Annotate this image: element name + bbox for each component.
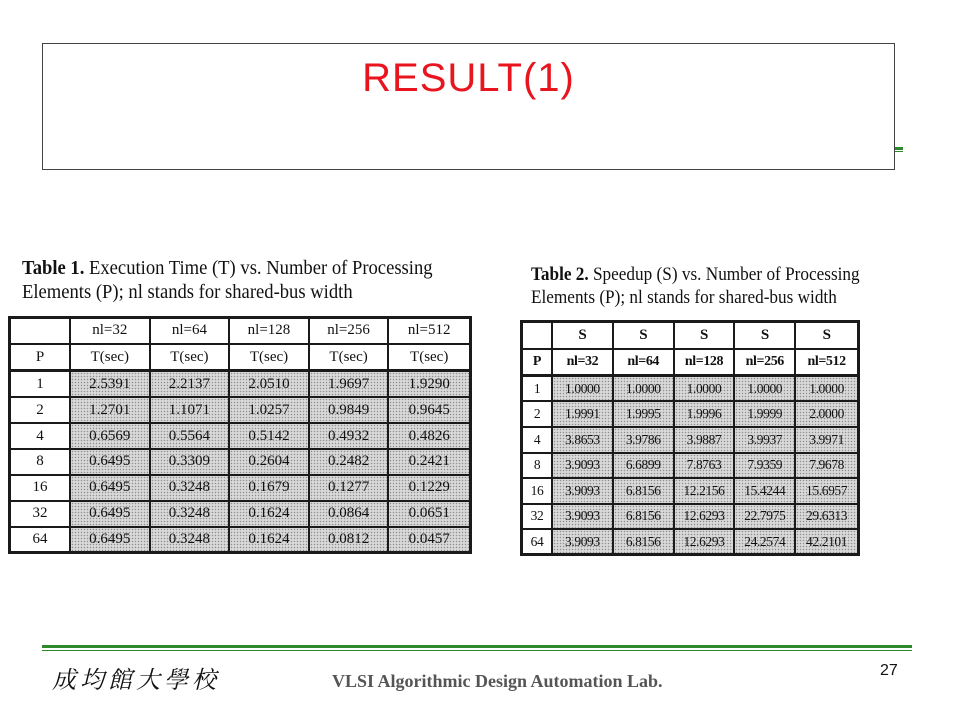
table2-header-s: S: [675, 323, 736, 350]
table2-p-value: 64: [523, 530, 553, 553]
table1-p-value: 8: [11, 450, 71, 476]
table1-cell: 1.9290: [389, 372, 469, 398]
table-row: [523, 479, 857, 505]
table1-cell: 0.2604: [230, 450, 310, 476]
page-number: 27: [880, 662, 898, 679]
table-row: [11, 476, 469, 502]
table1-header-units: T(sec): [151, 345, 231, 372]
table1-header-units: T(sec): [389, 345, 469, 372]
table1-header-nl: nl=32: [71, 319, 151, 345]
table-row: [523, 428, 857, 454]
table-row: [11, 424, 469, 450]
table1-p-value: 4: [11, 424, 71, 450]
table1-header-units: T(sec): [310, 345, 390, 372]
table2-p-value: 16: [523, 479, 553, 505]
table2-cell: 3.9093: [553, 505, 614, 531]
table2-p-value: 2: [523, 402, 553, 428]
table2-cell: 12.2156: [675, 479, 736, 505]
table1-cell: 1.9697: [310, 372, 390, 398]
table1-header-units: T(sec): [230, 345, 310, 372]
table2-p-value: 32: [523, 505, 553, 531]
table1-header-units: T(sec): [71, 345, 151, 372]
table1-cell: 0.5564: [151, 424, 231, 450]
table1-caption-label: Table 1.: [22, 257, 85, 279]
table-row: [523, 505, 857, 531]
table1-cell: 0.1624: [230, 502, 310, 528]
table2-cell: 1.0000: [735, 377, 796, 403]
table2-cell: 3.9786: [614, 428, 675, 454]
table1-cell: 0.9645: [389, 398, 469, 424]
table1-header-nl: nl=128: [230, 319, 310, 345]
table2-p-value: 8: [523, 454, 553, 480]
table1-cell: 2.0510: [230, 372, 310, 398]
table1-cell: 0.0457: [389, 528, 469, 551]
table2-cell: 3.9887: [675, 428, 736, 454]
table2-header-nl: nl=64: [614, 350, 675, 377]
table2-header-s: S: [614, 323, 675, 350]
table2-header-nl-row: [523, 350, 857, 377]
table2-cell: 3.8653: [553, 428, 614, 454]
table1-header-nl: nl=256: [310, 319, 390, 345]
table1-cell: 0.1229: [389, 476, 469, 502]
table1-cell: 0.0651: [389, 502, 469, 528]
table1-cell: 2.2137: [151, 372, 231, 398]
table1-cell: 0.3248: [151, 528, 231, 551]
table2-cell: 1.9999: [735, 402, 796, 428]
table2-cell: 7.9359: [735, 454, 796, 480]
table2-cell: 6.6899: [614, 454, 675, 480]
table2-header-nl: nl=128: [675, 350, 736, 377]
table2-cell: 1.9995: [614, 402, 675, 428]
table2-cell: 15.6957: [796, 479, 857, 505]
table2-header-s-row: [523, 323, 857, 350]
table1-cell: 0.2482: [310, 450, 390, 476]
table2-cell: 3.9093: [553, 530, 614, 553]
table2-p-value: 4: [523, 428, 553, 454]
table1-cell: 0.6569: [71, 424, 151, 450]
table2-cell: 24.2574: [735, 530, 796, 553]
table2-p-label: P: [523, 350, 553, 377]
table2-cell: 12.6293: [675, 505, 736, 531]
table2-cell: 1.0000: [796, 377, 857, 403]
table1-cell: 0.5142: [230, 424, 310, 450]
table2-caption: [531, 264, 922, 309]
table1-p-value: 2: [11, 398, 71, 424]
table2-header-s: S: [735, 323, 796, 350]
table-row: [11, 502, 469, 528]
table1-caption-text: Execution Time (T) vs. Number of Processing Elements (P); nl stands for shared-bus width: [22, 257, 433, 304]
table2-cell: 3.9093: [553, 479, 614, 505]
table2-caption-text: Speedup (S) vs. Number of Processing Elements (P); nl stands for shared-bus width: [531, 265, 860, 308]
table2-cell: 3.9971: [796, 428, 857, 454]
table2-p-value: 1: [523, 377, 553, 403]
table2-cell: 7.8763: [675, 454, 736, 480]
table1-cell: 0.3309: [151, 450, 231, 476]
lab-name: VLSI Algorithmic Design Automation Lab.: [332, 671, 663, 691]
table-row: [523, 454, 857, 480]
title-accent-line-thin: [895, 151, 903, 152]
table2-cell: 1.0000: [553, 377, 614, 403]
table1-cell: 0.9849: [310, 398, 390, 424]
table1-cell: 2.5391: [71, 372, 151, 398]
table1-cell: 0.3248: [151, 476, 231, 502]
table1-p-value: 64: [11, 528, 71, 551]
table-row: [11, 398, 469, 424]
table1-cell: 0.0864: [310, 502, 390, 528]
table1-cell: 0.1624: [230, 528, 310, 551]
table1-cell: 0.1277: [310, 476, 390, 502]
table2-cell: 15.4244: [735, 479, 796, 505]
table1-cell: 0.6495: [71, 502, 151, 528]
table1-cell: 0.6495: [71, 450, 151, 476]
table1: [11, 319, 469, 551]
table2-cell: 1.9991: [553, 402, 614, 428]
table1-cell: 0.3248: [151, 502, 231, 528]
table1-cell: 1.0257: [230, 398, 310, 424]
table1-cell: 0.4826: [389, 424, 469, 450]
table1-caption: [22, 256, 459, 305]
table2-cell: 6.8156: [614, 530, 675, 553]
table1-p-label: P: [11, 345, 71, 372]
table1-cell: 0.4932: [310, 424, 390, 450]
table2-cell: 3.9937: [735, 428, 796, 454]
table2-cell: 1.9996: [675, 402, 736, 428]
table1-cell: 0.2421: [389, 450, 469, 476]
table-row: [11, 528, 469, 551]
table2-cell: 42.2101: [796, 530, 857, 553]
table2-header-nl: nl=32: [553, 350, 614, 377]
title-box: [42, 43, 895, 170]
table2-corner: [523, 323, 553, 350]
table1-cell: 1.1071: [151, 398, 231, 424]
table1-header-nl: nl=64: [151, 319, 231, 345]
table2-header-nl: nl=256: [735, 350, 796, 377]
table2-cell: 1.0000: [675, 377, 736, 403]
table1-header-nl: nl=512: [389, 319, 469, 345]
footer-rule: [42, 645, 912, 648]
table-row: [11, 372, 469, 398]
table2-cell: 2.0000: [796, 402, 857, 428]
table2-cell: 1.0000: [614, 377, 675, 403]
table2: [523, 323, 857, 553]
table-row: [523, 402, 857, 428]
table2-cell: 29.6313: [796, 505, 857, 531]
table2-caption-label: Table 2.: [531, 265, 589, 285]
table2-cell: 6.8156: [614, 479, 675, 505]
table1-p-value: 1: [11, 372, 71, 398]
table2-cell: 22.7975: [735, 505, 796, 531]
table1-frame: [8, 316, 472, 554]
table2-cell: 3.9093: [553, 454, 614, 480]
table2-frame: [520, 320, 860, 556]
table1-p-value: 16: [11, 476, 71, 502]
table1-cell: 0.1679: [230, 476, 310, 502]
table1-p-value: 32: [11, 502, 71, 528]
table1-cell: 1.2701: [71, 398, 151, 424]
table2-cell: 12.6293: [675, 530, 736, 553]
footer-rule-thin: [42, 650, 912, 651]
table2-header-nl: nl=512: [796, 350, 857, 377]
slide-title: RESULT(1): [362, 56, 575, 100]
table1-cell: 0.0812: [310, 528, 390, 551]
table2-header-s: S: [553, 323, 614, 350]
table2-header-s: S: [796, 323, 857, 350]
table1-cell: 0.6495: [71, 476, 151, 502]
table2-cell: 6.8156: [614, 505, 675, 531]
table-row: [523, 530, 857, 553]
table1-cell: 0.6495: [71, 528, 151, 551]
table-row: [11, 450, 469, 476]
table1-header-units-row: [11, 345, 469, 372]
title-accent-line: [895, 147, 903, 150]
table2-cell: 7.9678: [796, 454, 857, 480]
table-row: [523, 377, 857, 403]
table1-corner: [11, 319, 71, 345]
table1-header-nl-row: [11, 319, 469, 345]
university-logo: 成均館大學校: [52, 666, 220, 694]
